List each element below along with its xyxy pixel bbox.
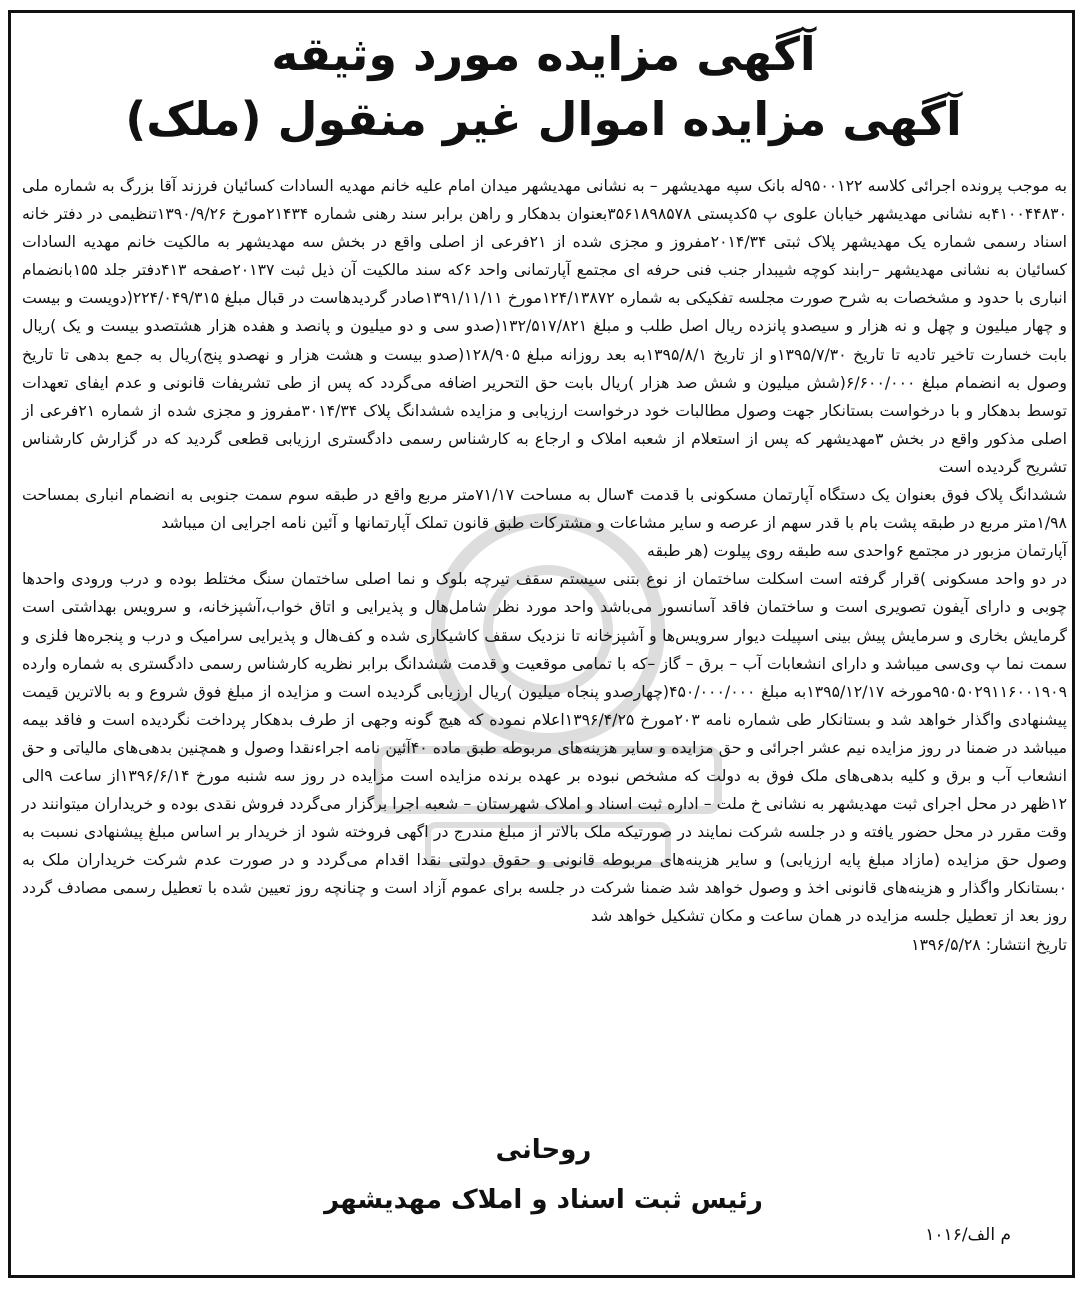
body-paragraph: ششدانگ پلاک فوق بعنوان یک دستگاه آپارتمان مسکونی با قدمت ۴سال به مساحت ۷۱/۱۷متر مربع واقع در طبقه سوم سمت جنوبی به انضمام انباری بمساحت ۱/۹۸متر مربع در طبقه پشت بام با قدر سهم از عرصه و سایر مشاعات و مشترکات طبق قانون تملک آپارتمانها و آئین نامه اجرایی ان میباشد [22,485,1067,533]
notice-title: آگهی مزایده مورد وثیقه [271,27,816,81]
body-paragraph: در دو واحد مسکونی )قرار گرفته است اسکلت ساختمان از نوع بتنی سیستم سقف تیرچه بلوک و نما اصلی ساختمان سنگ مختلط بوده و درب ورودی واحدها چوبی و دارای آیفون تصویری است و ساختمان فاقد آسانسور می‌باشد واحد مورد نظر شامل‌هال و پذیرایی و اتاق خواب،آشپزخانه، و سرویس بهداشتی است گرمایش بخاری و سرمایش پیش بینی اسپیلت دیوار سرویس‌ها و آشپزخانه تا نزدیک سقف کاشیکاری شده و کف‌هال و پذیرایی سرامیک و درب و پنجره‌ها فلزی و سمت نما پ وی‌سی میباشد و دارای انشعابات آب – برق – گاز –که با تمامی موقعیت و قدمت ششدانگ برابر نظریه کارشناس رسمی دادگستری به شماره وارده ۹۵۰۵۰۲۹۱۱۶۰۰۱۹۰۹مورخه ۱۳۹۵/۱۲/۱۷به مبلغ ۴۵۰/۰۰۰/۰۰۰(چهارصدو پنجاه میلیون )ریال ارزیابی گردیده است و مزایده از مبلغ فوق شروع و به بالاترین قیمت پیشنهادی واگذار خواهد شد و بستانکار طی شماره نامه ۲۰۳مورخ ۱۳۹۶/۴/۲۵اعلام نموده که هیچ گونه وجهی از طرف بدهکار پرداخت نگردیده است و فاقد بیمه میباشد در ضمنا در روز مزایده نیم عشر اجرائی و حق مزایده و سایر هزینه‌های مربوطه طبق ماده ۴۰آئین نامه اجراءنقدا وصول و همچنین بدهی‌های مالیاتی و حق انشعاب آب و برق و کلیه بدهی‌های ملک فوق به دولت که مشخص نبوده بر عهده برنده مزایده است مزایده در روز سه شنبه مورخ ۱۳۹۶/۶/۱۴از ساعت ۹الی ۱۲ظهر در محل اجرای ثبت مهدیشهر به نشانی خ ملت – اداره ثبت اسناد و املاک شهرستان – شعبه اجرا برگزار می‌گردد فروش نقدی بوده و خریداران میتوانند در وقت مقرر در محل حضور یافته و در جلسه شرکت نمایند در صورتیکه ملک بالاتر از مبلغ مندرج در اگهی فروخته شود از خریدار بر اساس مبلغ پیشنهادی نسبت به وصول حق مزایده (مازاد مبلغ پایه ارزیابی) و سایر هزینه‌های مربوطه قانونی و حقوق دولتی نقدا اقدام می‌گردد و در صورت عدم شرکت خریداران ملک به ٠بستانکار واگذار و هزینه‌های قانونی اخذ و وصول خواهد شد ضمنا شرکت در جلسه برای عموم آزاد است و چنانچه روز تعیین شده با تعطیل رسمی مصادف گردد روز بعد از تعطیل جلسه مزایده در همان ساعت و مکان تشکیل خواهد شد [22,569,1068,926]
notice-body [22,172,1067,959]
notice-subtitle: آگهی مزایده اموال غیر منقول (ملک) [125,92,962,146]
reference-code: م الف/۱۰۱۶ [925,1225,1011,1245]
signatory-name: روحانی [495,1135,592,1165]
signatory-title: رئیس ثبت اسناد و املاک مهدیشهر [324,1185,763,1215]
body-paragraph: آپارتمان مزبور در مجتمع ۶واحدی سه طبقه روی پیلوت (هر طبقه [647,541,1067,561]
publish-date: تاریخ انتشار: ۱۳۹۶/۵/۲۸ [911,934,1067,954]
body-paragraph: به موجب پرونده اجرائی کلاسه ۹۵۰۰۱۲۲له بانک سپه مهدیشهر – به نشانی مهدیشهر میدان امام علیه خانم مهدیه السادات کسائیان فرزند آقا بزرگ به شماره ملی ۴۱۰۰۴۴۸۳۰به نشانی مهدیشهر خیابان علوی پ ۵کدپستی ۳۵۶۱۸۹۸۵۷۸بعنوان بدهکار و راهن برابر سند رهنی شماره ۲۱۴۳۴مورخ ۱۳۹۰/۹/۲۶تنظیمی در دفتر خانه اسناد رسمی شماره یک مهدیشهر پلاک ثبتی ۲۰۱۴/۳۴مفروز و مجزی شده از ۲۱فرعی از اصلی واقع در بخش سه مهدیشهر به مالکیت خانم مهدیه السادات کسائیان به نشانی مهدیشهر –رابند کوچه شیبدار جنب فنی حرفه ای مجتمع آپارتمانی واحد ۶که سند مالکیت آن ذیل ثبت ۲۰۱۳۷صفحه ۴۱۳دفتر جلد ۱۵۵بانضمام انباری با حدود و مشخصات به شرح صورت مجلسه تفکیکی به شماره ۱۲۴/۱۳۸۷۲مورخ ۱۳۹۱/۱۱/۱۱صادر گردیدهاست در قبال مبلغ ۲۲۴/۰۴۹/۳۱۵(دویست و بیست و چهار میلیون و چهل و نه هزار و سیصدو پانزده ریال اصل طلب و مبلغ ۱۳۲/۵۱۷/۸۲۱(صدو سی و دو میلیون و پانصد و هفده هزار هشتصدو بیست و یک )ریال بابت خسارت تاخیر تادیه تا تاریخ ۱۳۹۵/۷/۳۰و از تاریخ ۱۳۹۵/۸/۱به بعد روزانه مبلغ ۱۲۸/۹۰۵(صدو بیست و هشت هزار و نهصدو پنج)ریال به جمع بدهی تا تاریخ وصول به انضمام مبلغ ۶/۶۰۰/۰۰۰(شش میلیون و شش صد هزار )ریال بابت حق التحریر اضافه می‌گردد که پس از طی تشریفات قانونی و عدم ایفای تعهدات توسط بدهکار و با درخواست بستانکار جهت وصول مطالبات خود درخواست ارزیابی و مزایده ششدانگ پلاک ۳۰۱۴/۳۴مفروز و مجزی شده از شماره ۲۱فرعی از اصلی مذکور واقع در بخش ۳مهدیشهر که پس از استعلام از شعبه املاک و ارجاع به کارشناس رسمی دادگستری ارزیابی قطعی گردید که در گزارش کارشناس تشریح گردیده است [22,176,1067,476]
